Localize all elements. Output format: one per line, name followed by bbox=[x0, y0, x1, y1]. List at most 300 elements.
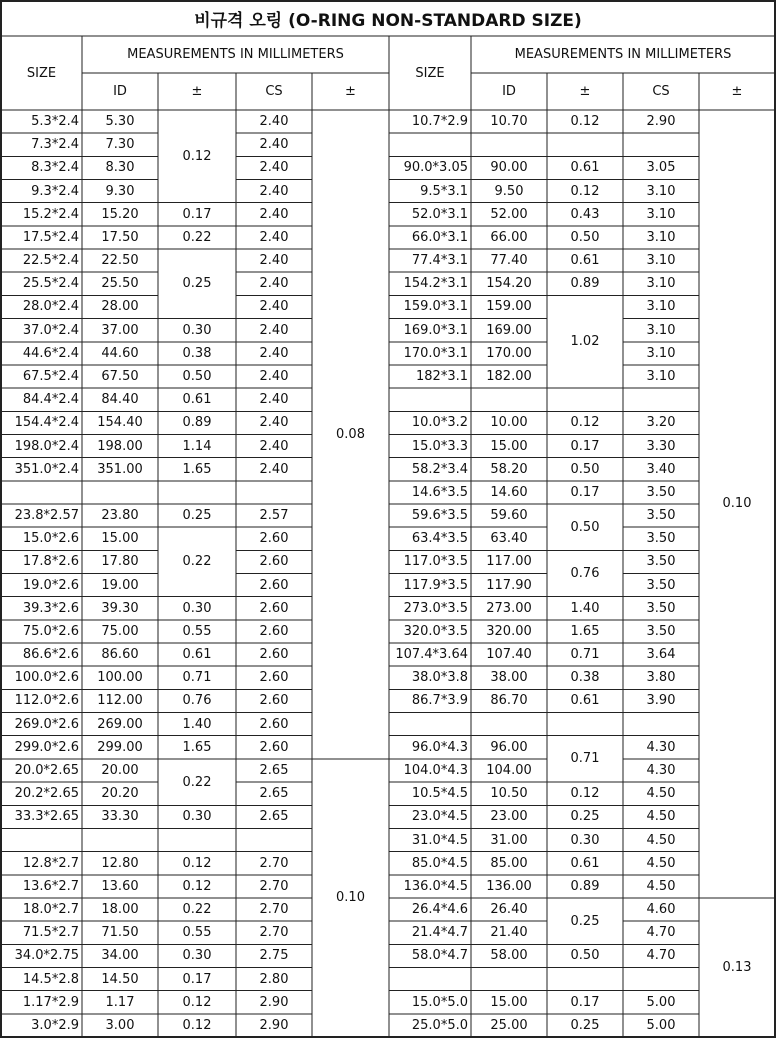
id-cell: 198.00 bbox=[97, 438, 143, 454]
size-cell: 198.0*2.4 bbox=[14, 438, 79, 454]
id-cell: 18.00 bbox=[101, 902, 139, 918]
cs-cell: 2.40 bbox=[259, 461, 289, 477]
id-cell: 67.50 bbox=[101, 369, 139, 384]
cs-cell: 2.90 bbox=[259, 994, 289, 1010]
size-cell: 37.0*2.4 bbox=[22, 322, 79, 338]
cs-cell: 5.00 bbox=[646, 1017, 676, 1033]
size-cell: 23.0*4.5 bbox=[411, 809, 468, 825]
cs-cell: 3.10 bbox=[646, 369, 676, 384]
id-tolerance-cell: 0.17 bbox=[570, 994, 600, 1010]
size-cell: 273.0*3.5 bbox=[403, 600, 468, 616]
id-cell: 117.00 bbox=[486, 554, 532, 570]
id-tolerance-header-left: ± bbox=[191, 84, 203, 99]
cs-cell: 4.30 bbox=[646, 739, 676, 755]
size-cell: 39.3*2.6 bbox=[22, 600, 79, 616]
cs-cell: 4.50 bbox=[646, 809, 676, 825]
id-tolerance-cell bbox=[547, 713, 623, 736]
id-cell: 154.20 bbox=[486, 276, 532, 292]
cs-cell: 2.60 bbox=[259, 739, 289, 755]
size-cell: 320.0*3.5 bbox=[403, 623, 468, 639]
id-cell: 100.00 bbox=[97, 670, 143, 686]
cs-cell: 2.70 bbox=[259, 902, 289, 918]
size-cell: 58.0*4.7 bbox=[411, 948, 468, 964]
id-cell bbox=[82, 828, 158, 851]
cs-cell: 3.50 bbox=[646, 600, 676, 616]
id-cell: 52.00 bbox=[490, 206, 528, 222]
id-tolerance-cell: 0.25 bbox=[570, 809, 600, 825]
cs-cell: 3.10 bbox=[646, 183, 676, 199]
id-cell: 84.40 bbox=[101, 392, 139, 408]
id-cell: 1.17 bbox=[105, 994, 135, 1010]
size-cell: 20.2*2.65 bbox=[14, 786, 79, 802]
id-tolerance-cell: 0.38 bbox=[570, 670, 600, 686]
id-tolerance-cell: 0.71 bbox=[182, 670, 212, 686]
size-cell: 23.8*2.57 bbox=[14, 508, 79, 524]
cs-cell: 3.05 bbox=[646, 160, 676, 176]
cs-cell: 2.40 bbox=[259, 276, 289, 292]
cs-cell: 4.60 bbox=[646, 902, 676, 918]
size-cell: 25.0*5.0 bbox=[411, 1017, 468, 1033]
id-cell: 136.00 bbox=[486, 878, 532, 894]
id-tolerance-cell: 0.30 bbox=[570, 832, 600, 848]
cs-tolerance-cell: 0.10 bbox=[722, 496, 752, 512]
size-cell: 63.4*3.5 bbox=[411, 531, 468, 547]
cs-cell: 3.10 bbox=[646, 299, 676, 315]
cs-cell: 2.80 bbox=[259, 971, 289, 987]
id-cell: 154.40 bbox=[97, 415, 143, 431]
id-tolerance-cell: 0.22 bbox=[182, 774, 212, 790]
id-tolerance-cell: 0.89 bbox=[182, 415, 212, 431]
cs-cell bbox=[623, 388, 699, 411]
size-cell: 67.5*2.4 bbox=[22, 369, 79, 384]
id-cell: 63.40 bbox=[490, 531, 528, 547]
id-cell: 20.00 bbox=[101, 762, 139, 778]
id-cell: 96.00 bbox=[490, 739, 528, 755]
id-cell: 23.00 bbox=[490, 809, 528, 825]
size-cell: 5.3*2.4 bbox=[31, 114, 79, 130]
cs-cell: 4.50 bbox=[646, 786, 676, 802]
cs-cell: 2.40 bbox=[259, 415, 289, 431]
id-cell: 104.00 bbox=[486, 762, 532, 778]
cs-cell: 2.40 bbox=[259, 322, 289, 338]
cs-cell: 3.50 bbox=[646, 623, 676, 639]
id-cell: 31.00 bbox=[490, 832, 528, 848]
cs-cell: 2.60 bbox=[259, 577, 289, 593]
id-cell: 351.00 bbox=[97, 461, 143, 477]
cs-cell: 2.60 bbox=[259, 647, 289, 663]
id-tolerance-cell bbox=[158, 828, 236, 851]
size-cell: 107.4*3.64 bbox=[395, 647, 468, 663]
id-cell: 5.30 bbox=[105, 114, 135, 130]
id-cell: 159.00 bbox=[486, 299, 532, 315]
cs-cell: 3.50 bbox=[646, 508, 676, 524]
size-header-left: SIZE bbox=[26, 65, 57, 81]
cs-cell: 4.50 bbox=[646, 832, 676, 848]
cs-cell bbox=[623, 713, 699, 736]
size-cell: 58.2*3.4 bbox=[411, 461, 468, 477]
id-cell: 66.00 bbox=[490, 229, 528, 245]
cs-cell: 2.65 bbox=[259, 809, 289, 825]
id-tolerance-cell: 0.43 bbox=[570, 206, 600, 222]
cs-cell: 3.10 bbox=[646, 276, 676, 292]
size-cell: 15.0*2.6 bbox=[22, 531, 79, 547]
id-tolerance-cell: 0.22 bbox=[182, 902, 212, 918]
cs-cell: 2.65 bbox=[259, 762, 289, 778]
size-cell: 269.0*2.6 bbox=[14, 716, 79, 732]
cs-cell bbox=[236, 828, 312, 851]
id-tolerance-cell: 0.12 bbox=[570, 415, 600, 431]
size-cell: 90.0*3.05 bbox=[403, 160, 468, 176]
size-cell: 170.0*3.1 bbox=[403, 345, 468, 361]
cs-tolerance-header-right: ± bbox=[731, 84, 743, 99]
id-tolerance-cell: 0.22 bbox=[182, 229, 212, 245]
id-tolerance-cell: 0.17 bbox=[182, 971, 212, 987]
cs-cell: 2.40 bbox=[259, 183, 289, 199]
size-cell: 22.5*2.4 bbox=[22, 253, 79, 269]
cs-cell: 3.20 bbox=[646, 415, 676, 431]
cs-cell: 3.10 bbox=[646, 345, 676, 361]
id-tolerance-cell: 0.55 bbox=[182, 623, 212, 639]
size-cell: 86.7*3.9 bbox=[411, 693, 468, 709]
id-tolerance-cell: 0.30 bbox=[182, 809, 212, 825]
cs-header-right: CS bbox=[652, 84, 670, 99]
id-header-left: ID bbox=[113, 84, 127, 99]
id-cell: 44.60 bbox=[101, 345, 139, 361]
cs-cell: 2.60 bbox=[259, 600, 289, 616]
id-tolerance-cell bbox=[547, 388, 623, 411]
id-tolerance-cell: 0.61 bbox=[570, 253, 600, 269]
size-cell bbox=[389, 967, 471, 990]
size-cell: 299.0*2.6 bbox=[14, 739, 79, 755]
size-cell: 66.0*3.1 bbox=[411, 229, 468, 245]
id-tolerance-cell: 0.17 bbox=[182, 206, 212, 222]
size-cell: 15.0*3.3 bbox=[411, 438, 468, 454]
cs-cell: 2.60 bbox=[259, 531, 289, 547]
size-cell: 14.6*3.5 bbox=[411, 484, 468, 500]
cs-cell: 3.50 bbox=[646, 554, 676, 570]
cs-tolerance-cell: 0.13 bbox=[722, 959, 752, 975]
cs-cell: 2.60 bbox=[259, 670, 289, 686]
id-tolerance-cell: 0.71 bbox=[570, 647, 600, 663]
size-cell: 112.0*2.6 bbox=[14, 693, 79, 709]
id-tolerance-cell bbox=[158, 481, 236, 504]
id-tolerance-header-right: ± bbox=[579, 84, 591, 99]
id-cell bbox=[471, 967, 547, 990]
id-tolerance-cell: 0.30 bbox=[182, 322, 212, 338]
cs-cell: 2.70 bbox=[259, 878, 289, 894]
size-cell: 21.4*4.7 bbox=[411, 925, 468, 941]
cs-cell: 2.70 bbox=[259, 855, 289, 871]
id-cell: 86.70 bbox=[490, 693, 528, 709]
table-title: 비규격 오링 (O-RING NON-STANDARD SIZE) bbox=[194, 11, 582, 31]
id-tolerance-cell: 0.25 bbox=[182, 508, 212, 524]
id-tolerance-cell: 0.12 bbox=[570, 786, 600, 802]
cs-cell: 4.50 bbox=[646, 855, 676, 871]
size-cell: 9.3*2.4 bbox=[31, 183, 79, 199]
cs-cell: 3.30 bbox=[646, 438, 676, 454]
id-cell: 8.30 bbox=[105, 160, 135, 176]
id-cell: 37.00 bbox=[101, 322, 139, 338]
id-cell: 15.20 bbox=[101, 206, 139, 222]
id-cell bbox=[82, 481, 158, 504]
id-tolerance-cell: 0.17 bbox=[570, 484, 600, 500]
id-cell: 58.00 bbox=[490, 948, 528, 964]
size-cell bbox=[389, 133, 471, 156]
cs-cell: 3.80 bbox=[646, 670, 676, 686]
size-cell: 1.17*2.9 bbox=[22, 994, 79, 1010]
id-tolerance-cell: 0.12 bbox=[182, 1017, 212, 1033]
id-cell: 15.00 bbox=[490, 994, 528, 1010]
id-cell: 58.20 bbox=[490, 461, 528, 477]
size-cell: 7.3*2.4 bbox=[31, 137, 79, 153]
size-cell: 85.0*4.5 bbox=[411, 855, 468, 871]
cs-cell: 3.10 bbox=[646, 322, 676, 338]
cs-cell: 3.10 bbox=[646, 253, 676, 269]
id-cell: 25.00 bbox=[490, 1017, 528, 1033]
id-tolerance-cell: 1.65 bbox=[570, 623, 600, 639]
id-cell: 90.00 bbox=[490, 160, 528, 176]
cs-cell: 3.90 bbox=[646, 693, 676, 709]
id-cell: 169.00 bbox=[486, 322, 532, 338]
cs-cell: 2.40 bbox=[259, 229, 289, 245]
id-tolerance-cell: 0.76 bbox=[570, 565, 600, 581]
id-cell: 170.00 bbox=[486, 345, 532, 361]
id-cell: 182.00 bbox=[486, 369, 532, 384]
cs-cell: 3.10 bbox=[646, 206, 676, 222]
size-cell: 31.0*4.5 bbox=[411, 832, 468, 848]
size-cell: 3.0*2.9 bbox=[31, 1017, 79, 1033]
cs-cell: 2.40 bbox=[259, 160, 289, 176]
cs-cell: 2.40 bbox=[259, 114, 289, 130]
id-cell: 320.00 bbox=[486, 623, 532, 639]
id-tolerance-cell: 0.12 bbox=[182, 148, 212, 164]
cs-cell: 2.75 bbox=[259, 948, 289, 964]
id-cell: 14.60 bbox=[490, 484, 528, 500]
id-cell: 15.00 bbox=[101, 531, 139, 547]
cs-cell: 3.50 bbox=[646, 577, 676, 593]
id-tolerance-cell: 0.61 bbox=[182, 647, 212, 663]
id-cell: 273.00 bbox=[486, 600, 532, 616]
cs-cell: 2.57 bbox=[259, 508, 289, 524]
size-cell: 33.3*2.65 bbox=[14, 809, 79, 825]
id-cell: 269.00 bbox=[97, 716, 143, 732]
size-cell: 14.5*2.8 bbox=[22, 971, 79, 987]
id-cell: 107.40 bbox=[486, 647, 532, 663]
id-cell bbox=[471, 133, 547, 156]
id-cell: 10.50 bbox=[490, 786, 528, 802]
id-tolerance-cell: 0.76 bbox=[182, 693, 212, 709]
cs-cell: 4.70 bbox=[646, 925, 676, 941]
cs-cell bbox=[623, 967, 699, 990]
id-cell: 10.00 bbox=[490, 415, 528, 431]
id-tolerance-cell: 1.65 bbox=[182, 461, 212, 477]
id-tolerance-cell: 1.02 bbox=[570, 334, 600, 350]
id-tolerance-cell: 0.55 bbox=[182, 925, 212, 941]
id-cell: 17.80 bbox=[101, 554, 139, 570]
id-cell: 59.60 bbox=[490, 508, 528, 524]
size-cell: 15.2*2.4 bbox=[22, 206, 79, 222]
cs-cell: 5.00 bbox=[646, 994, 676, 1010]
cs-tolerance-cell: 0.10 bbox=[336, 890, 365, 906]
cs-cell: 2.40 bbox=[259, 253, 289, 269]
id-tolerance-cell: 0.61 bbox=[570, 693, 600, 709]
size-cell: 182*3.1 bbox=[416, 369, 468, 384]
size-cell: 100.0*2.6 bbox=[14, 670, 79, 686]
id-tolerance-cell: 0.12 bbox=[182, 878, 212, 894]
size-cell: 9.5*3.1 bbox=[420, 183, 468, 199]
cs-cell: 3.50 bbox=[646, 531, 676, 547]
id-tolerance-cell: 0.30 bbox=[182, 600, 212, 616]
size-cell: 59.6*3.5 bbox=[411, 508, 468, 524]
id-tolerance-cell: 0.25 bbox=[570, 913, 600, 929]
size-cell: 10.5*4.5 bbox=[411, 786, 468, 802]
id-cell: 7.30 bbox=[105, 137, 135, 153]
id-cell: 3.00 bbox=[105, 1017, 135, 1033]
size-cell: 169.0*3.1 bbox=[403, 322, 468, 338]
id-cell: 19.00 bbox=[101, 577, 139, 593]
cs-cell: 3.40 bbox=[646, 461, 676, 477]
id-tolerance-cell: 1.14 bbox=[182, 438, 212, 454]
size-cell: 77.4*3.1 bbox=[411, 253, 468, 269]
cs-cell: 2.60 bbox=[259, 623, 289, 639]
id-tolerance-cell: 0.12 bbox=[182, 855, 212, 871]
size-cell: 12.8*2.7 bbox=[22, 855, 79, 871]
size-cell: 28.0*2.4 bbox=[22, 299, 79, 315]
cs-cell: 2.60 bbox=[259, 554, 289, 570]
id-tolerance-cell: 0.38 bbox=[182, 345, 212, 361]
id-cell: 25.50 bbox=[101, 276, 139, 292]
id-tolerance-cell: 0.30 bbox=[182, 948, 212, 964]
id-tolerance-cell: 0.17 bbox=[570, 438, 600, 454]
id-tolerance-cell: 0.22 bbox=[182, 554, 212, 570]
id-cell: 13.60 bbox=[101, 878, 139, 894]
id-header-right: ID bbox=[502, 84, 516, 99]
id-cell: 39.30 bbox=[101, 600, 139, 616]
id-tolerance-cell: 1.40 bbox=[570, 600, 600, 616]
size-cell: 8.3*2.4 bbox=[31, 160, 79, 176]
cs-cell: 2.40 bbox=[259, 299, 289, 315]
id-cell: 33.30 bbox=[101, 809, 139, 825]
cs-cell: 3.10 bbox=[646, 229, 676, 245]
id-cell: 117.90 bbox=[486, 577, 532, 593]
id-tolerance-cell: 0.12 bbox=[182, 994, 212, 1010]
cs-cell bbox=[236, 481, 312, 504]
size-header-right: SIZE bbox=[415, 65, 445, 81]
id-tolerance-cell: 0.71 bbox=[570, 751, 600, 767]
id-cell: 22.50 bbox=[101, 253, 139, 269]
id-tolerance-cell: 0.25 bbox=[570, 1017, 600, 1033]
size-cell: 15.0*5.0 bbox=[411, 994, 468, 1010]
cs-cell: 2.40 bbox=[259, 369, 289, 384]
id-cell: 10.70 bbox=[490, 114, 528, 130]
cs-cell: 2.60 bbox=[259, 716, 289, 732]
size-cell bbox=[389, 713, 471, 736]
cs-cell: 2.65 bbox=[259, 786, 289, 802]
size-cell: 26.4*4.6 bbox=[411, 902, 468, 918]
measurements-header-left: MEASUREMENTS IN MILLIMETERS bbox=[127, 47, 344, 62]
id-tolerance-cell bbox=[547, 133, 623, 156]
cs-cell: 2.40 bbox=[259, 345, 289, 361]
id-tolerance-cell: 0.12 bbox=[570, 114, 600, 130]
id-tolerance-cell: 0.50 bbox=[570, 229, 600, 245]
cs-cell: 4.70 bbox=[646, 948, 676, 964]
id-cell: 86.60 bbox=[101, 647, 139, 663]
size-cell: 159.0*3.1 bbox=[403, 299, 468, 315]
id-cell: 299.00 bbox=[97, 739, 143, 755]
size-cell: 44.6*2.4 bbox=[22, 345, 79, 361]
id-cell: 15.00 bbox=[490, 438, 528, 454]
cs-cell: 2.40 bbox=[259, 137, 289, 153]
size-cell: 136.0*4.5 bbox=[403, 878, 468, 894]
id-cell: 26.40 bbox=[490, 902, 528, 918]
id-tolerance-cell: 1.40 bbox=[182, 716, 212, 732]
cs-cell bbox=[623, 133, 699, 156]
size-cell: 104.0*4.3 bbox=[403, 762, 468, 778]
cs-header-left: CS bbox=[265, 84, 283, 99]
size-cell: 86.6*2.6 bbox=[22, 647, 79, 663]
size-cell bbox=[1, 481, 82, 504]
size-cell: 154.2*3.1 bbox=[403, 276, 468, 292]
measurements-header-right: MEASUREMENTS IN MILLIMETERS bbox=[514, 47, 732, 62]
id-cell: 28.00 bbox=[101, 299, 139, 315]
cs-tolerance-cell: 0.08 bbox=[336, 426, 365, 442]
cs-cell: 3.64 bbox=[646, 647, 676, 663]
id-cell: 21.40 bbox=[490, 925, 528, 941]
id-tolerance-cell: 0.50 bbox=[570, 519, 600, 535]
id-cell: 77.40 bbox=[490, 253, 528, 269]
id-tolerance-cell: 0.89 bbox=[570, 276, 600, 292]
size-cell: 96.0*4.3 bbox=[411, 739, 468, 755]
size-cell: 351.0*2.4 bbox=[14, 461, 79, 477]
cs-tolerance-header-left: ± bbox=[345, 84, 356, 99]
size-cell: 75.0*2.6 bbox=[22, 623, 79, 639]
id-cell: 9.30 bbox=[105, 183, 135, 199]
id-cell bbox=[471, 713, 547, 736]
cs-cell: 2.40 bbox=[259, 438, 289, 454]
size-cell: 84.4*2.4 bbox=[22, 392, 79, 408]
size-cell: 38.0*3.8 bbox=[411, 670, 468, 686]
id-cell: 14.50 bbox=[101, 971, 139, 987]
id-cell: 34.00 bbox=[101, 948, 139, 964]
size-cell: 20.0*2.65 bbox=[14, 762, 79, 778]
id-tolerance-cell: 0.61 bbox=[182, 392, 212, 408]
id-tolerance-cell: 0.61 bbox=[570, 160, 600, 176]
id-tolerance-cell bbox=[547, 967, 623, 990]
cs-cell: 2.40 bbox=[259, 206, 289, 222]
size-cell: 19.0*2.6 bbox=[22, 577, 79, 593]
id-cell: 71.50 bbox=[101, 925, 139, 941]
size-cell bbox=[1, 828, 82, 851]
id-cell: 20.20 bbox=[101, 786, 139, 802]
id-tolerance-cell: 0.89 bbox=[570, 878, 600, 894]
id-cell: 9.50 bbox=[494, 183, 524, 199]
id-tolerance-cell: 0.50 bbox=[570, 948, 600, 964]
size-cell: 17.8*2.6 bbox=[22, 554, 79, 570]
size-cell: 13.6*2.7 bbox=[22, 878, 79, 894]
id-cell: 17.50 bbox=[101, 229, 139, 245]
id-tolerance-cell: 0.50 bbox=[182, 369, 212, 384]
size-cell: 52.0*3.1 bbox=[411, 206, 468, 222]
size-cell: 154.4*2.4 bbox=[14, 415, 79, 431]
size-cell: 117.0*3.5 bbox=[403, 554, 468, 570]
id-cell: 75.00 bbox=[101, 623, 139, 639]
id-tolerance-cell: 1.65 bbox=[182, 739, 212, 755]
cs-cell: 2.90 bbox=[646, 114, 676, 130]
id-tolerance-cell: 0.50 bbox=[570, 461, 600, 477]
size-cell: 34.0*2.75 bbox=[14, 948, 79, 964]
id-tolerance-cell: 0.25 bbox=[182, 276, 212, 292]
cs-cell: 4.30 bbox=[646, 762, 676, 778]
